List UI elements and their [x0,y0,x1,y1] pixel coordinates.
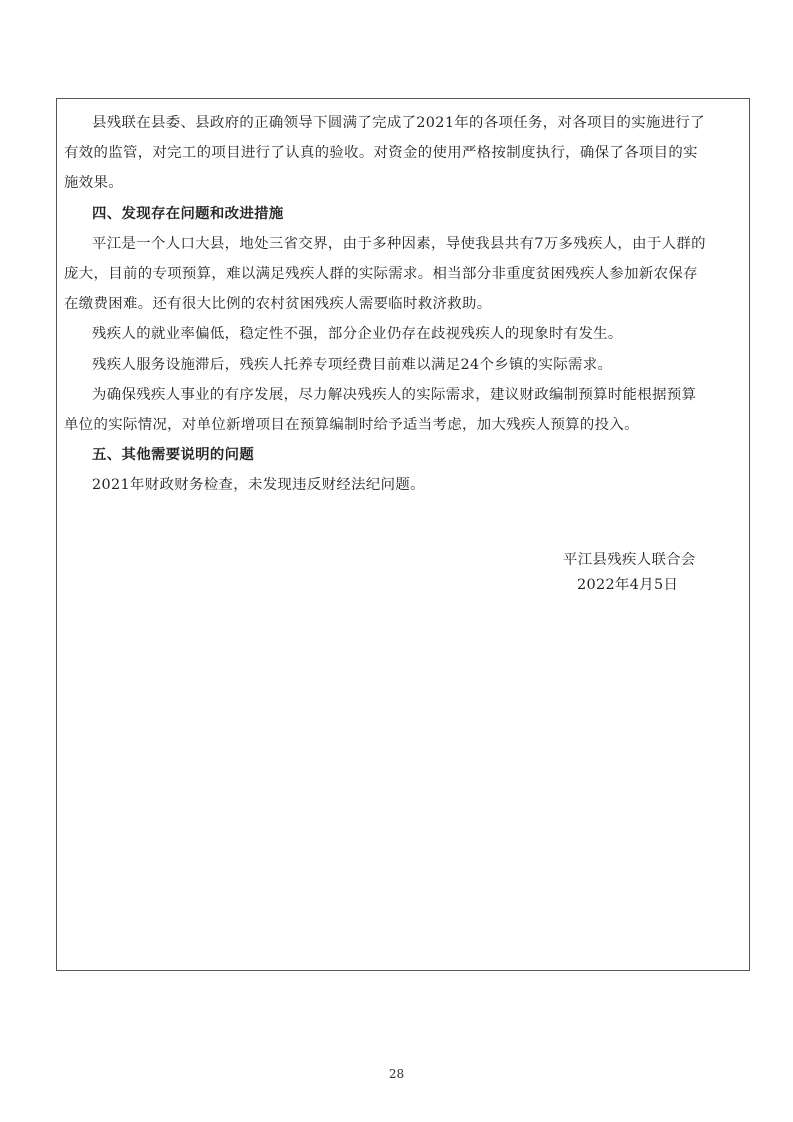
document-body [64,108,740,501]
section4-p1-line-3: 在缴费困难。还有很大比例的农村贫困残疾人需要临时救济救助。 [64,296,492,313]
section4-p4-line-2: 单位的实际情况，对单位新增项目在预算编制时给予适当考虑，加大残疾人预算的投入。 [64,417,639,434]
intro-line-2: 有效的监管，对完工的项目进行了认真的验收。对资金的使用严格按制度执行，确保了各项目的实 [64,145,698,162]
section4-paragraph-3 [92,350,740,380]
section5-p1-line-1: 2021年财政财务检查，未发现违反财经法纪问题。 [92,477,425,494]
signature-block [563,548,696,598]
intro-line-3: 施效果。 [64,175,123,192]
section4-paragraph-4 [64,380,740,440]
intro-line-1: 县残联在县委、县政府的正确领导下圆满了完成了2021年的各项任务，对各项目的实施进行了 [92,115,705,131]
signature-organization: 平江县残疾人联合会 [563,552,696,568]
intro-paragraph [64,108,740,199]
section4-p3-line-1: 残疾人服务设施滞后，残疾人托养专项经费目前难以满足24个乡镇的实际需求。 [92,356,613,373]
section5-paragraph-1 [92,470,740,500]
section4-paragraph-2 [92,319,740,349]
page-number: 28 [388,1067,405,1081]
section4-p1-line-2: 庞大，目前的专项预算，难以满足残疾人群的实际需求。相当部分非重度贫困残疾人参加新农保存 [64,266,698,283]
section4-paragraph-1 [64,229,740,320]
section4-p2-line-1: 残疾人的就业率偏低，稳定性不强，部分企业仍存在歧视残疾人的现象时有发生。 [92,326,623,343]
section4-p1-line-1: 平江是一个人口大县，地处三省交界，由于多种因素，导使我县共有7万多残疾人，由于人群的 [92,235,706,252]
section4-heading: 四、发现存在问题和改进措施 [92,204,284,222]
section5-heading: 五、其他需要说明的问题 [92,446,255,464]
section4-p4-line-1: 为确保残疾人事业的有序发展，尽力解决残疾人的实际需求，建议财政编制预算时能根据预算 [92,386,697,403]
signature-date: 2022年4月5日 [577,577,679,593]
